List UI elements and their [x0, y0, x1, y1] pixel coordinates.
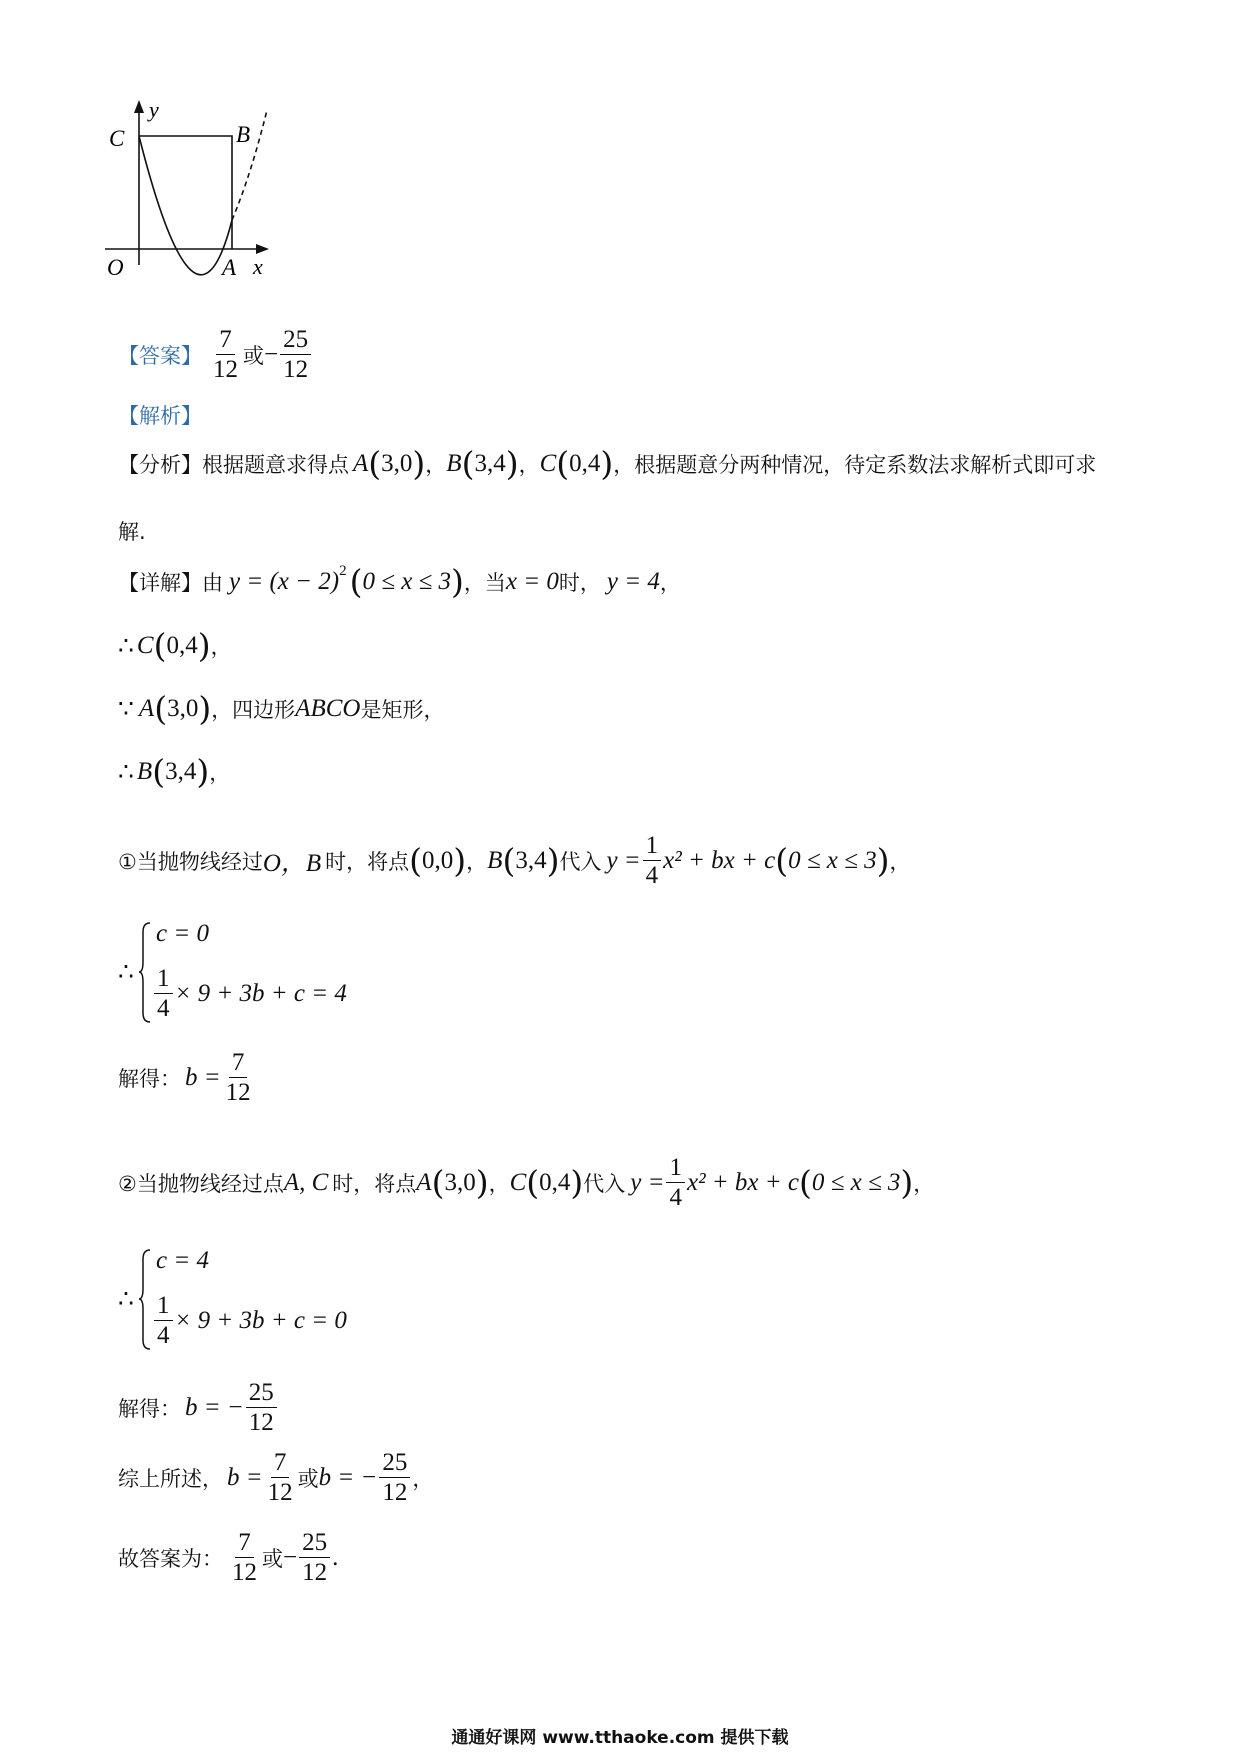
point-c-label: C	[509, 1168, 527, 1196]
denominator: 12	[232, 1559, 257, 1586]
jiede-text: 解得：	[118, 1396, 181, 1421]
therefore-c-line: ∴ C ( 0,4 ) ，	[118, 626, 232, 665]
equation-2	[152, 1293, 347, 1348]
denominator: 12	[382, 1479, 408, 1506]
numerator: 1	[643, 833, 662, 861]
separator: ，	[518, 452, 540, 477]
solution-1	[118, 1050, 256, 1105]
quarter-frac	[666, 1155, 685, 1210]
quarter-frac	[154, 1293, 173, 1348]
point-a-coord: 3,0	[167, 694, 199, 722]
point-b-coord: 3,4	[165, 757, 197, 785]
point-a-label: A	[138, 694, 155, 722]
label-a: A	[222, 255, 237, 280]
denominator: 4	[669, 1184, 682, 1211]
final-text: 故答案为：	[118, 1546, 223, 1571]
numerator: 25	[246, 1380, 277, 1408]
case1-text-1: ①当抛物线经过	[118, 849, 263, 874]
fenxi-text-1: 根据题意求得点	[202, 452, 349, 477]
or-text: 或	[262, 1546, 283, 1571]
therefore-symbol: ∴	[118, 758, 134, 786]
numerator: 1	[666, 1155, 685, 1183]
b-equals: b =	[227, 1463, 263, 1491]
analysis-tag: 【解析】	[118, 404, 202, 428]
b-equals: b =	[185, 1063, 221, 1091]
equation-1: c = 4	[156, 1247, 209, 1274]
answer-frac-1	[210, 327, 241, 382]
equation-2	[152, 966, 347, 1021]
shi-text: 时，	[558, 570, 601, 595]
left-brace	[138, 1247, 152, 1352]
separator: ，	[425, 452, 447, 477]
solution-frac	[223, 1050, 254, 1105]
therefore-symbol: ∴	[118, 1286, 134, 1313]
footer-watermark: 通通好课网 www.tthaoke.com 提供下载	[451, 1728, 789, 1748]
point-a-label: A	[353, 449, 369, 477]
point-a-label: A	[416, 1168, 432, 1196]
denominator: 4	[645, 862, 659, 889]
summary-frac-2	[379, 1450, 410, 1505]
separator: ，	[466, 849, 488, 874]
point-b-coord: 3,4	[474, 449, 506, 477]
rectangle-abco	[139, 136, 232, 249]
numerator: 7	[235, 1530, 254, 1558]
quarter-frac	[643, 833, 662, 888]
x-zero: x = 0	[505, 567, 559, 595]
fenxi-text-2: ，根据题意分两种情况，待定系数法求解析式即可求	[613, 452, 1097, 477]
xiangjie-tag: 【详解】	[118, 570, 202, 595]
denominator: 12	[283, 356, 309, 383]
y-four: y = 4	[606, 567, 660, 595]
poly-rest: x² + bx + c	[663, 846, 776, 874]
label-x: x	[253, 254, 263, 279]
comma: ，	[209, 760, 231, 785]
case1-points: O，B	[262, 849, 322, 877]
point-c-coord: 0,4	[569, 449, 601, 477]
case1-text-3: 代入	[559, 849, 602, 874]
numerator: 7	[216, 327, 235, 355]
final-answer-line	[118, 1530, 338, 1585]
denominator: 4	[157, 1322, 170, 1349]
comma: ，	[659, 570, 681, 595]
case1-text-2: 时，将点	[325, 849, 410, 874]
point-a-coord: 3,0	[381, 449, 413, 477]
minus-sign: −	[264, 340, 279, 368]
comma: ，	[210, 634, 232, 659]
fenxi-tag: 【分析】	[118, 452, 202, 477]
denominator: 4	[157, 995, 170, 1022]
denominator: 12	[225, 1079, 251, 1106]
label-y: y	[149, 97, 159, 122]
fenxi-text-3: 解.	[118, 520, 146, 544]
therefore-b-line: ∴ B ( 3,4 ) ，	[118, 752, 231, 791]
denominator: 12	[267, 1479, 293, 1506]
final-frac-2	[299, 1530, 330, 1585]
numerator: 25	[299, 1530, 330, 1558]
point-c-coord: 0,4	[166, 631, 198, 659]
solution-2	[118, 1380, 279, 1435]
case2-text-2: 时，将点	[332, 1171, 417, 1196]
period: .	[332, 1543, 339, 1571]
equation-2-rest: × 9 + 3b + c = 0	[174, 1306, 347, 1334]
label-b: B	[236, 122, 251, 147]
point-c-label: C	[539, 449, 557, 477]
point-a-coord: 3,0	[444, 1168, 476, 1196]
dang-text: ，当	[463, 570, 506, 595]
answer-frac-2	[280, 327, 311, 382]
label-o: O	[107, 255, 124, 280]
abco-label: ABCO	[295, 694, 361, 722]
separator: ，	[488, 1171, 510, 1196]
comma: ，	[412, 1466, 434, 1491]
case2-text-1: ②当抛物线经过点	[118, 1171, 284, 1196]
poly-rest: x² + bx + c	[686, 1168, 799, 1196]
xiangjie-line: 【详解】 由 y = (x − 2) 2 ( 0 ≤ x ≤ 3 ) ，当 x = 0 时， y = 4 ，	[118, 562, 681, 601]
y-equals: y =	[630, 1168, 665, 1196]
therefore-symbol: ∴	[118, 632, 134, 660]
numerator: 25	[280, 327, 311, 355]
case2-points: A, C	[283, 1168, 329, 1196]
domain: 0 ≤ x ≤ 3	[788, 846, 877, 874]
exponent: 2	[339, 563, 347, 579]
label-c: C	[109, 126, 125, 151]
parabola-solid	[139, 136, 232, 275]
comma: ，	[913, 1171, 935, 1196]
quarter-frac	[154, 966, 173, 1021]
jiede-text: 解得：	[118, 1066, 181, 1091]
origin-coord: 0,0	[422, 846, 454, 874]
domain: 0 ≤ x ≤ 3	[811, 1168, 901, 1196]
denominator: 12	[248, 1409, 274, 1436]
final-frac-1	[229, 1530, 260, 1585]
you-text: 由	[202, 570, 223, 595]
or-text: 或	[243, 343, 264, 368]
case2-line: ②当抛物线经过点 A, C 时，将点 A ( 3,0 ) ， C ( 0,4 ) 代入 y = $\frac{1}{4}$ x² + bx + c ( 0 ≤ x ≤ 3 ) ，	[118, 1154, 935, 1211]
x-axis-arrow	[256, 244, 269, 254]
quad-text: ，四边形	[211, 697, 296, 722]
point-b-label: B	[487, 846, 503, 874]
or-text: 或	[297, 1466, 319, 1491]
numerator: 1	[154, 1293, 173, 1321]
equation: y = (x − 2)	[229, 567, 340, 595]
domain: 0 ≤ x ≤ 3	[362, 567, 452, 595]
comma: ，	[889, 849, 911, 874]
equation-2-rest: × 9 + 3b + c = 4	[174, 979, 347, 1007]
b-equals-neg: b = −	[318, 1463, 378, 1491]
parabola-figure	[95, 95, 305, 310]
equation-1: c = 0	[156, 920, 209, 947]
point-b-label: B	[446, 449, 462, 477]
case1-line: ①当抛物线经过 O，B 时，将点 ( 0,0 ) ， B ( 3,4 ) 代入 y = $\frac{1}{4}$ x² + bx + c ( 0 ≤ x ≤ 3 ) ，	[118, 832, 911, 889]
y-axis-arrow	[134, 100, 144, 113]
numerator: 7	[229, 1050, 248, 1078]
numerator: 7	[271, 1450, 290, 1478]
summary-line	[118, 1450, 433, 1505]
denominator: 12	[302, 1559, 328, 1586]
denominator: 12	[213, 356, 238, 383]
summary-frac-1	[265, 1450, 296, 1505]
solution-frac	[246, 1380, 277, 1435]
because-symbol: ∵	[118, 695, 134, 723]
point-b-label: B	[136, 757, 153, 785]
answer-line	[118, 327, 313, 382]
system-2	[118, 1247, 378, 1352]
point-c-label: C	[136, 631, 154, 659]
because-a-line: ∵ A ( 3,0 ) ，四边形 ABCO 是矩形，	[118, 689, 445, 728]
rect-text: 是矩形，	[360, 697, 445, 722]
summary-text: 综上所述，	[118, 1466, 223, 1491]
point-c-coord: 0,4	[539, 1168, 571, 1196]
minus-sign: −	[283, 1543, 298, 1571]
fenxi-line: 【分析】 根据题意求得点 A ( 3,0 ) ， B ( 3,4 ) ， C ( 0,4 ) ，根据题意分两种情况，待定系数法求解析式即可求	[118, 444, 1097, 483]
y-equals: y =	[606, 846, 641, 874]
case2-text-3: 代入	[583, 1171, 626, 1196]
numerator: 1	[154, 966, 173, 994]
point-b-coord: 3,4	[515, 846, 547, 874]
system-1	[118, 920, 378, 1025]
numerator: 25	[379, 1450, 410, 1478]
left-brace	[138, 920, 152, 1025]
answer-tag: 【答案】	[118, 343, 202, 368]
b-equals: b = −	[185, 1393, 244, 1421]
therefore-symbol: ∴	[118, 959, 134, 986]
